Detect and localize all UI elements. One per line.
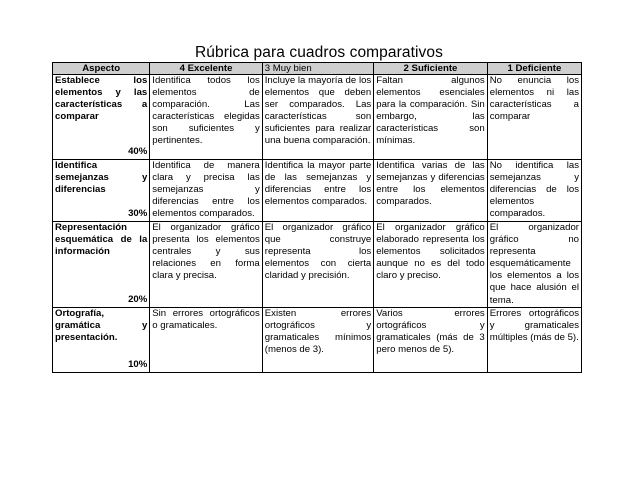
page-title: Rúbrica para cuadros comparativos — [195, 44, 443, 61]
criteria-cell: No identifica las semejanzas y diferencias de los elementos comparados. — [487, 160, 581, 222]
criteria-cell: El organizador gráfico no representa esquemáticamente los elementos a los que hace alusión el tema. — [487, 222, 581, 308]
header-muy-bien: 3 Muy bien — [262, 63, 373, 75]
criteria-cell: Identifica de manera clara y precisa las semejanzas y diferencias entre los elementos comparados. — [150, 160, 262, 222]
rubric-table — [52, 62, 582, 373]
table-row — [53, 308, 582, 373]
aspect-weight: 40% — [128, 145, 148, 157]
criteria-cell: Identifica la mayor parte de las semejanzas y diferencias entre los elementos comparados. — [262, 160, 373, 222]
criteria-cell: Identifica todos los elementos de comparación. Las características elegidas son suficientes y pertinentes. — [150, 75, 262, 160]
aspect-cell — [53, 308, 150, 373]
criteria-cell: Incluye la mayoría de los elementos que deben ser comparados. Las características son suficientes para realizar una buena comparación. — [262, 75, 373, 160]
aspect-cell — [53, 222, 150, 308]
table-row — [53, 75, 582, 160]
aspect-label: Establece los elementos y las características a comparar — [55, 75, 148, 123]
aspect-weight: 20% — [128, 293, 148, 305]
header-suficiente: 2 Suficiente — [374, 63, 488, 75]
aspect-label: Identifica semejanzas y diferencias — [55, 160, 148, 196]
table-row — [53, 160, 582, 222]
aspect-weight: 30% — [128, 207, 148, 219]
criteria-cell: Errores ortográficos y gramaticales múltiples (más de 5). — [487, 308, 581, 373]
aspect-label: Representación esquemática de la información — [55, 222, 148, 258]
criteria-cell: El organizador gráfico que construye representa los elementos con cierta claridad y precisión. — [262, 222, 373, 308]
criteria-cell: No enuncia los elementos ni las características a comparar — [487, 75, 581, 160]
aspect-cell — [53, 160, 150, 222]
header-row — [53, 63, 582, 75]
criteria-cell: Varios errores ortográficos y gramaticales (más de 3 pero menos de 5). — [374, 308, 488, 373]
criteria-cell: Faltan algunos elementos esenciales para la comparación. Sin embargo, las características son mínimas. — [374, 75, 488, 160]
aspect-label: Ortografía, gramática y presentación. — [55, 308, 148, 344]
criteria-cell: El organizador gráfico presenta los elementos centrales y sus relaciones en forma clara y precisa. — [150, 222, 262, 308]
criteria-cell: Identifica varias de las semejanzas y diferencias entre los elementos comparados. — [374, 160, 488, 222]
aspect-cell — [53, 75, 150, 160]
criteria-cell: Existen errores ortográficos y gramaticales mínimos (menos de 3). — [262, 308, 373, 373]
header-aspect: Aspecto — [53, 63, 150, 75]
aspect-weight: 10% — [128, 358, 148, 370]
criteria-cell: Sin errores ortográficos o gramaticales. — [150, 308, 262, 373]
table-row — [53, 222, 582, 308]
criteria-cell: El organizador gráfico elaborado representa los elementos solicitados aunque no es del todo claro y preciso. — [374, 222, 488, 308]
header-deficiente: 1 Deficiente — [487, 63, 581, 75]
header-excelente: 4 Excelente — [150, 63, 262, 75]
